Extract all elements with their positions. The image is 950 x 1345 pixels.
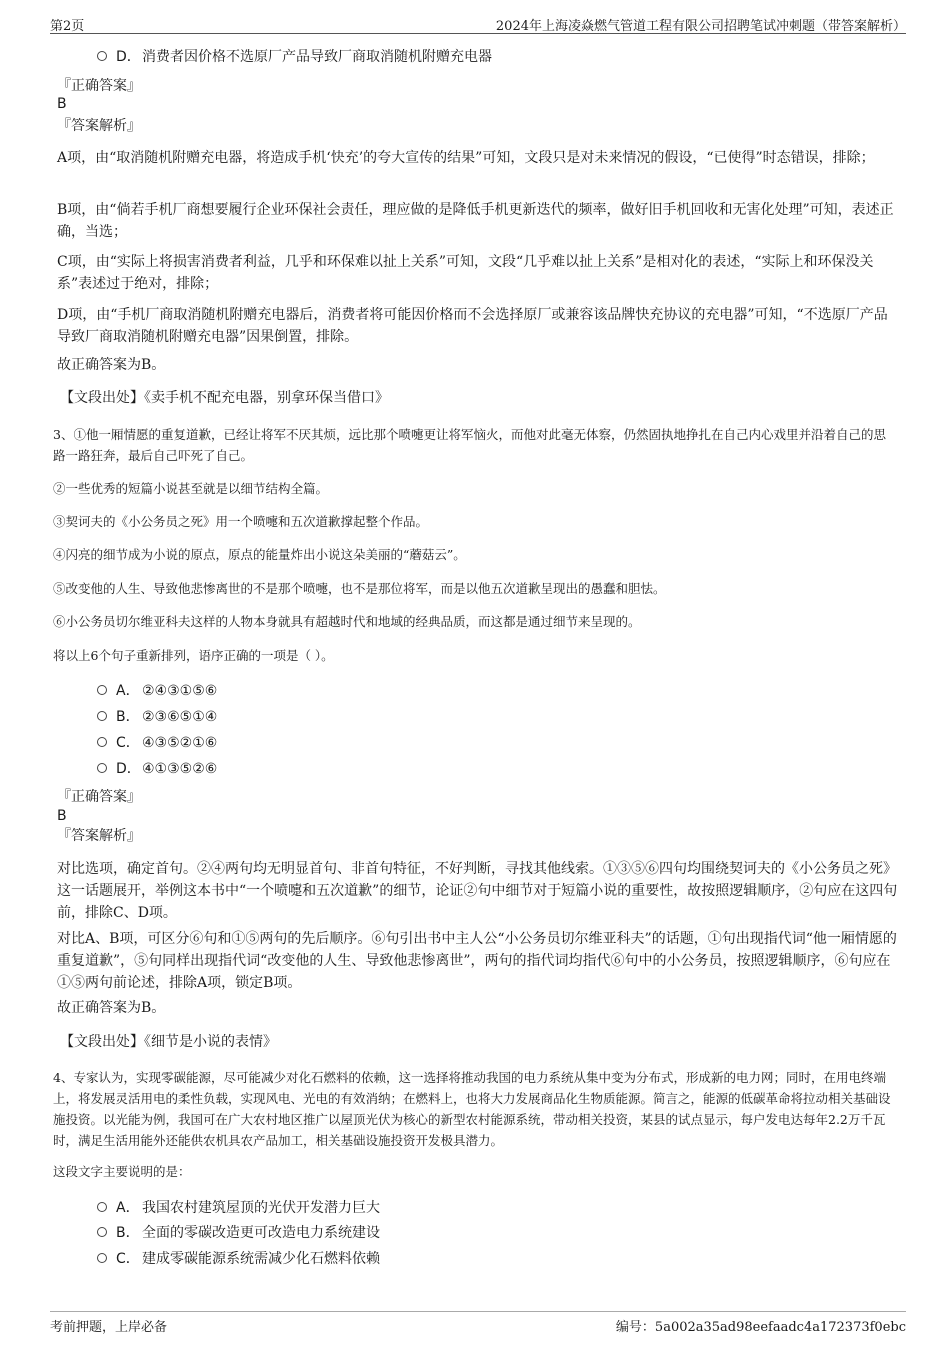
- answer-label: 『正确答案』: [57, 78, 141, 94]
- question-sentence: ⑥小公务员切尔维亚科夫这样的人物本身就具有超越时代和地域的经典品质，而这都是通过细节来呈现的。: [53, 614, 641, 629]
- q4-option-a[interactable]: A． 我国农村建筑屋顶的光伏开发潜力巨大: [97, 1197, 380, 1219]
- question-prompt: 这段文字主要说明的是：: [53, 1164, 191, 1179]
- question-sentence: ⑤改变他的人生、导致他悲惨离世的不是那个喷嚏，也不是那位将军，而是以他五次道歉呈现出的愚蠢和胆怯。: [53, 581, 666, 596]
- question-sentence: ③契诃夫的《小公务员之死》用一个喷嚏和五次道歉撑起整个作品。: [53, 514, 429, 529]
- question-stem: 3、①他一厢情愿的重复道歉，已经让将军不厌其烦，远比那个喷嚏更让将军恼火，而他对此毫无体察，仍然固执地挣扎在自己内心戏里并沿着自己的思路一路狂奔，最后自己吓死了自己。: [53, 427, 886, 463]
- source-citation: 【文段出处】《卖手机不配充电器，别拿环保当借口》: [60, 390, 389, 406]
- analysis-paragraph: C项，由“实际上将损害消费者利益，几乎和环保难以扯上关系”可知，文段“几乎难以扯上关系”是相对化的表述，“实际上和环保没关系”表述过于绝对，排除；: [57, 254, 874, 292]
- analysis-label: 『答案解析』: [57, 118, 141, 134]
- footer-slogan: 考前押题，上岸必备: [50, 1320, 168, 1335]
- radio-icon[interactable]: [97, 711, 107, 721]
- q3-option-a[interactable]: A． ②④③①⑤⑥: [97, 680, 217, 702]
- page-number: 第2页: [50, 19, 85, 34]
- q3-option-c[interactable]: C． ④③⑤②①⑥: [97, 732, 217, 754]
- question-prompt: 将以上6个句子重新排列，语序正确的一项是（ ）。: [53, 648, 334, 663]
- analysis-conclusion: 故正确答案为B。: [57, 1000, 166, 1016]
- radio-icon[interactable]: [97, 737, 107, 747]
- page-header: [50, 13, 906, 34]
- question-sentence: ②一些优秀的短篇小说甚至就是以细节结构全篇。: [53, 481, 329, 496]
- analysis-paragraph: A项，由“取消随机附赠充电器，将造成手机‘快充’的夸大宣传的结果”可知，文段只是对未来情况的假设，“已使得”时态错误，排除；: [57, 150, 875, 166]
- analysis-paragraph: B项，由“倘若手机厂商想要履行企业环保社会责任，理应做的是降低手机更新迭代的频率，做好旧手机回收和无害化处理”可知，表述正确，当选；: [57, 202, 894, 240]
- radio-icon[interactable]: [97, 51, 107, 61]
- document-code: 编号：5a002a35ad98eefaadc4a172373f0ebc: [615, 1320, 906, 1335]
- question-sentence: ④闪亮的细节成为小说的原点，原点的能量炸出小说这朵美丽的“蘑菇云”。: [53, 547, 466, 562]
- analysis-label: 『答案解析』: [57, 828, 141, 844]
- source-citation: 【文段出处】《细节是小说的表情》: [60, 1034, 277, 1050]
- question-stem: 4、专家认为，实现零碳能源，尽可能减少对化石燃料的依赖，这一选择将推动我国的电力系统从集中变为分布式，形成新的电力网；同时，在用电终端上，将发展灵活用电的柔性负载，实现风电、光电的有效消纳；在燃料上，也将大力发展商品化生物质能源。简言之，能源的低碳革命将拉动相关基础设施投资。以光能为例，我国可在广大农村地区推广以屋顶光伏为核心的新型农村能源系统，带动相关投资，某县的试点显示，每户发电达每年2.2万千瓦时，满足生活用能外还能供农机具农产品加工，相关基础设施投资开发极具潜力。: [53, 1070, 891, 1148]
- answer-value: B: [57, 96, 67, 112]
- radio-icon[interactable]: [97, 763, 107, 773]
- q4-option-c[interactable]: C． 建成零碳能源系统需减少化石燃料依赖: [97, 1248, 380, 1270]
- document-title: 2024年上海凌焱燃气管道工程有限公司招聘笔试冲刺题（带答案解析）: [495, 19, 906, 34]
- q3-option-d[interactable]: D．④①③⑤②⑥: [97, 758, 217, 780]
- q4-option-b[interactable]: B． 全面的零碳改造更可改造电力系统建设: [97, 1222, 380, 1244]
- page-footer: [50, 1311, 906, 1336]
- q2-option-d[interactable]: D．消费者因价格不选原厂产品导致厂商取消随机附赠充电器: [97, 46, 492, 68]
- analysis-paragraph: 对比选项，确定首句。②④两句均无明显首句、非首句特征，不好判断，寻找其他线索。①③⑤⑥四句均围绕契诃夫的《小公务员之死》这一话题展开，举例这本书中“一个喷嚏和五次道歉”的细节，论证②句中细节对于短篇小说的重要性，故按照逻辑顺序，②句应在这四句前，排除C、D项。: [57, 861, 898, 921]
- q3-option-b[interactable]: B． ②③⑥⑤①④: [97, 706, 217, 728]
- analysis-paragraph: 对比A、B项，可区分⑥句和①⑤两句的先后顺序。⑥句引出书中主人公“小公务员切尔维亚科夫”的话题，①句出现指代词“他一厢情愿的重复道歉”，⑤句同样出现指代词“改变他的人生、导致他悲惨离世”，两句的指代词均指代⑥句中的小公务员，按照逻辑顺序，⑥句应在①⑤两句前论述，排除A项，锁定B项。: [57, 931, 897, 991]
- analysis-conclusion: 故正确答案为B。: [57, 357, 166, 373]
- analysis-paragraph: D项，由“手机厂商取消随机附赠充电器后，消费者将可能因价格而不会选择原厂或兼容该品牌快充协议的充电器”可知，“不选原厂产品导致厂商取消随机附赠充电器”因果倒置，排除。: [57, 307, 888, 345]
- answer-value: B: [57, 808, 67, 824]
- radio-icon[interactable]: [97, 685, 107, 695]
- radio-icon[interactable]: [97, 1253, 107, 1263]
- radio-icon[interactable]: [97, 1202, 107, 1212]
- answer-label: 『正确答案』: [57, 789, 141, 805]
- radio-icon[interactable]: [97, 1227, 107, 1237]
